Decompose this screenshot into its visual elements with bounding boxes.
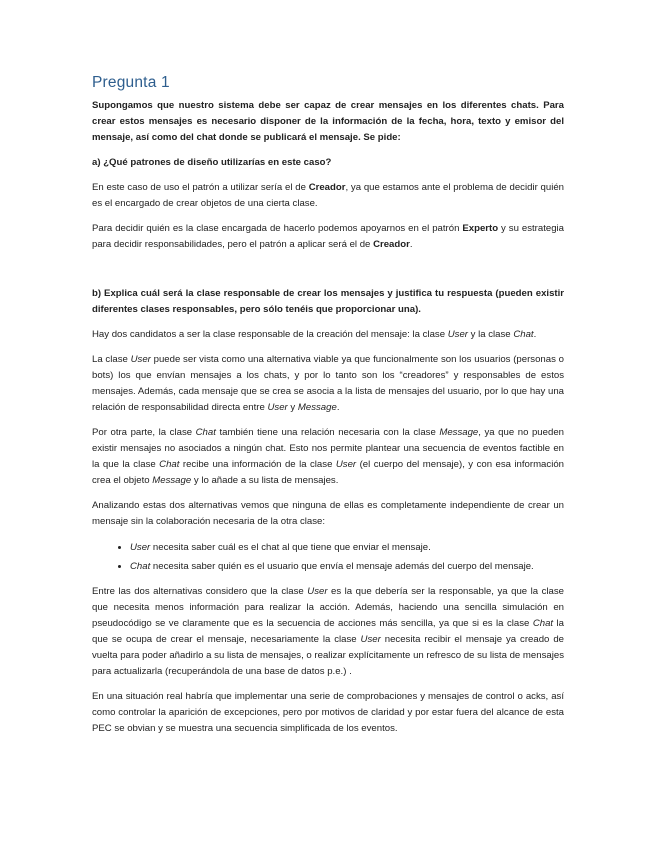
answer-b-paragraph-5: Entre las dos alternativas considero que la clase User es la que debería ser la responsable, ya que la clase que necesita menos información para realizar la acción. Además, haciendo una sencilla simulación en pseudocódigo se ve claramente que es la secuencia de acciones más sencilla, ya que si es la clase Chat la que se ocupa de crear el mensaje, necesariamente la clase User necesita recibir el mensaje ya creado de vuelta para poder añadirlo a su lista de mensajes, o realizar explícitamente un refresco de su lista de mensajes para actualizarla (recuperándola de una base de datos p.e.) . <box>92 586 564 677</box>
answer-a-paragraph-2: Para decidir quién es la clase encargada de hacerlo podemos apoyarnos en el patrón Experto y su estrategia para decidir responsabilidades, pero el patrón a aplicar será el de Creador. <box>92 223 564 250</box>
answer-b-paragraph-3: Por otra parte, la clase Chat también tiene una relación necesaria con la clase Message, ya que no pueden existir mensajes no asociados a ningún chat. Esto nos permite plantear una secuencia de eventos factible en la que la clase Chat recibe una información de la clase User (el cuerpo del mensaje), y con esa información crea el objeto Message y lo añade a su lista de mensajes. <box>92 427 564 486</box>
question-b: b) Explica cuál será la clase responsable de crear los mensajes y justifica tu respuesta (pueden existir diferentes clases responsables, pero sólo tenéis que proporcionar una). <box>92 288 564 315</box>
intro-paragraph: Supongamos que nuestro sistema debe ser capaz de crear mensajes en los diferentes chats. Para crear estos mensajes es necesario disponer de la información de la fecha, hora, texto y emisor del mensaje, así como del chat donde se publicará el mensaje. Se pide: <box>92 100 564 143</box>
answer-b-paragraph-2: La clase User puede ser vista como una alternativa viable ya que funcionalmente son los usuarios (personas o bots) los que envían mensajes a los chats, y por lo tanto son los “creadores” y responsables de estos mensajes. Además, cada mensaje que se crea se asocia a la lista de mensajes del usuario, por lo que hay una relación de responsabilidad directa entre User y Message. <box>92 354 564 413</box>
bullet-list <box>92 539 564 575</box>
section-spacer <box>92 262 564 286</box>
answer-b-paragraph-1: Hay dos candidatos a ser la clase responsable de la creación del mensaje: la clase User y la clase Chat. <box>92 329 537 340</box>
document-body <box>92 98 564 746</box>
answer-a-paragraph-1: En este caso de uso el patrón a utilizar sería el de Creador, ya que estamos ante el problema de decidir quién es el encargado de crear objetos de una cierta clase. <box>92 182 565 209</box>
list-item: • Chat necesita saber quién es el usuario que envía el mensaje además del cuerpo del mensaje. <box>130 558 564 575</box>
question-a: a) ¿Qué patrones de diseño utilizarías en este caso? <box>92 157 332 168</box>
answer-b-paragraph-6: En una situación real habría que implementar una serie de comprobaciones y mensajes de control o acks, así como controlar la aparición de excepciones, pero por motivos de claridad y por estar fuera del alcance de esta PEC se obvian y se muestra una secuencia simplificada de los eventos. <box>92 691 564 734</box>
page-title: Pregunta 1 <box>92 74 170 91</box>
answer-b-paragraph-4: Analizando estas dos alternativas vemos que ninguna de ellas es completamente independiente de crear un mensaje sin la colaboración necesaria de la otra clase: <box>92 500 564 527</box>
list-item: • User necesita saber cuál es el chat al que tiene que enviar el mensaje. <box>130 539 564 556</box>
